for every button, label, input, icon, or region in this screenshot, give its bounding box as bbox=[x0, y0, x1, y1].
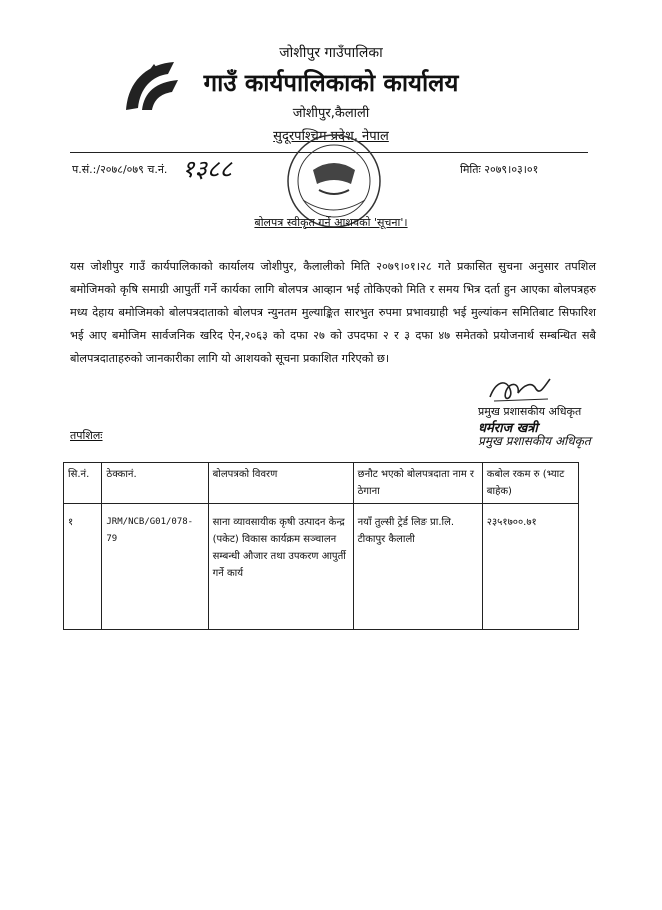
table-row bbox=[64, 504, 579, 630]
notice-body: यस जोशीपुर गाउँ कार्यपालिकाको कार्यालय जोशीपुर, कैलालीको मिति २०७९।०१।२८ गते प्रकासित सुचना अनुसार तपशिल बमोजिमको कृषि समाग्री आपुर्ती गर्ने कार्यका लागि बोलपत्र आव्हान भई तोकिएको मिति र समय भित्र दर्ता हुन आएका बोलपत्रहरु मध्य देहाय बमोजिमको बोलपत्रदाताको बोलपत्र न्युनतम मुल्याङ्कित सारभुत रुपमा प्रभावग्राही भई मुल्यांकन समितिबाट सिफारिश भई आए बमोजिम सार्वजनिक खरिद ऐन,२०६३ को दफा २७ को उपदफा २ र ३ दफा ४७ समेतको प्रयोजनार्थ सम्बन्धित सबै बोलपत्रदाताहरुको जानकारीका लागि यो आशयको सूचना प्रकाशित गरिएको छ। bbox=[70, 260, 596, 365]
col-header-bidder: छनौट भएको बोलपत्रदाता नाम र ठेगाना bbox=[353, 463, 482, 504]
cell-amount: २३५१७००.७१ bbox=[482, 504, 578, 630]
cell-contract: JRM/NCB/G01/078-79 bbox=[102, 504, 208, 630]
table-header-row bbox=[64, 463, 579, 504]
col-header-description: बोलपत्रको विवरण bbox=[208, 463, 353, 504]
col-header-contract: ठेक्कानं. bbox=[102, 463, 208, 504]
issue-date: मितिः २०७९।०३।०१ bbox=[460, 163, 539, 176]
cell-sn: १ bbox=[64, 504, 102, 630]
office-location: जोशीपुर,कैलाली bbox=[292, 106, 370, 121]
signatory-title: प्रमुख प्रशासकीय अधिकृत bbox=[478, 405, 582, 418]
office-title: गाउँ कार्यपालिकाको कार्यालय bbox=[203, 69, 459, 97]
municipality-name: जोशीपुर गाउँपालिका bbox=[279, 45, 383, 61]
col-header-sn: सि.नं. bbox=[64, 463, 102, 504]
reference-label: प.सं.:/२०७८/०७९ च.नं. bbox=[72, 163, 168, 176]
province-name: सुदूरपश्चिम प्रदेश, नेपाल bbox=[273, 129, 389, 144]
notice-subject bbox=[0, 215, 662, 230]
notice-subject-text: बोलपत्र स्वीकृत गर्ने आशयको 'सूचना'। bbox=[254, 216, 408, 229]
details-label: तपशिलः bbox=[70, 429, 103, 442]
signatory-name: धर्मराज खत्री bbox=[478, 421, 538, 436]
signatory-post: प्रमुख प्रशासकीय अधिकृत bbox=[478, 434, 591, 448]
col-header-amount: कबोल रकम रु (भ्याट बाहेक) bbox=[482, 463, 578, 504]
reference-handwritten-number: १३८८ bbox=[182, 155, 232, 183]
handwritten-signature bbox=[484, 375, 554, 407]
cell-description: साना व्यावसायीक कृषी उत्पादन केन्द्र (पकेट) विकास कार्यक्रम सञ्चालन सम्बन्धी औजार तथा उपकरण आपुर्ती गर्ने कार्य bbox=[208, 504, 353, 630]
bid-details-table bbox=[63, 462, 579, 630]
cell-bidder: नयाँ तुल्सी ट्रेर्ड लिङ प्रा.लि. टीकापुर कैलाली bbox=[353, 504, 482, 630]
